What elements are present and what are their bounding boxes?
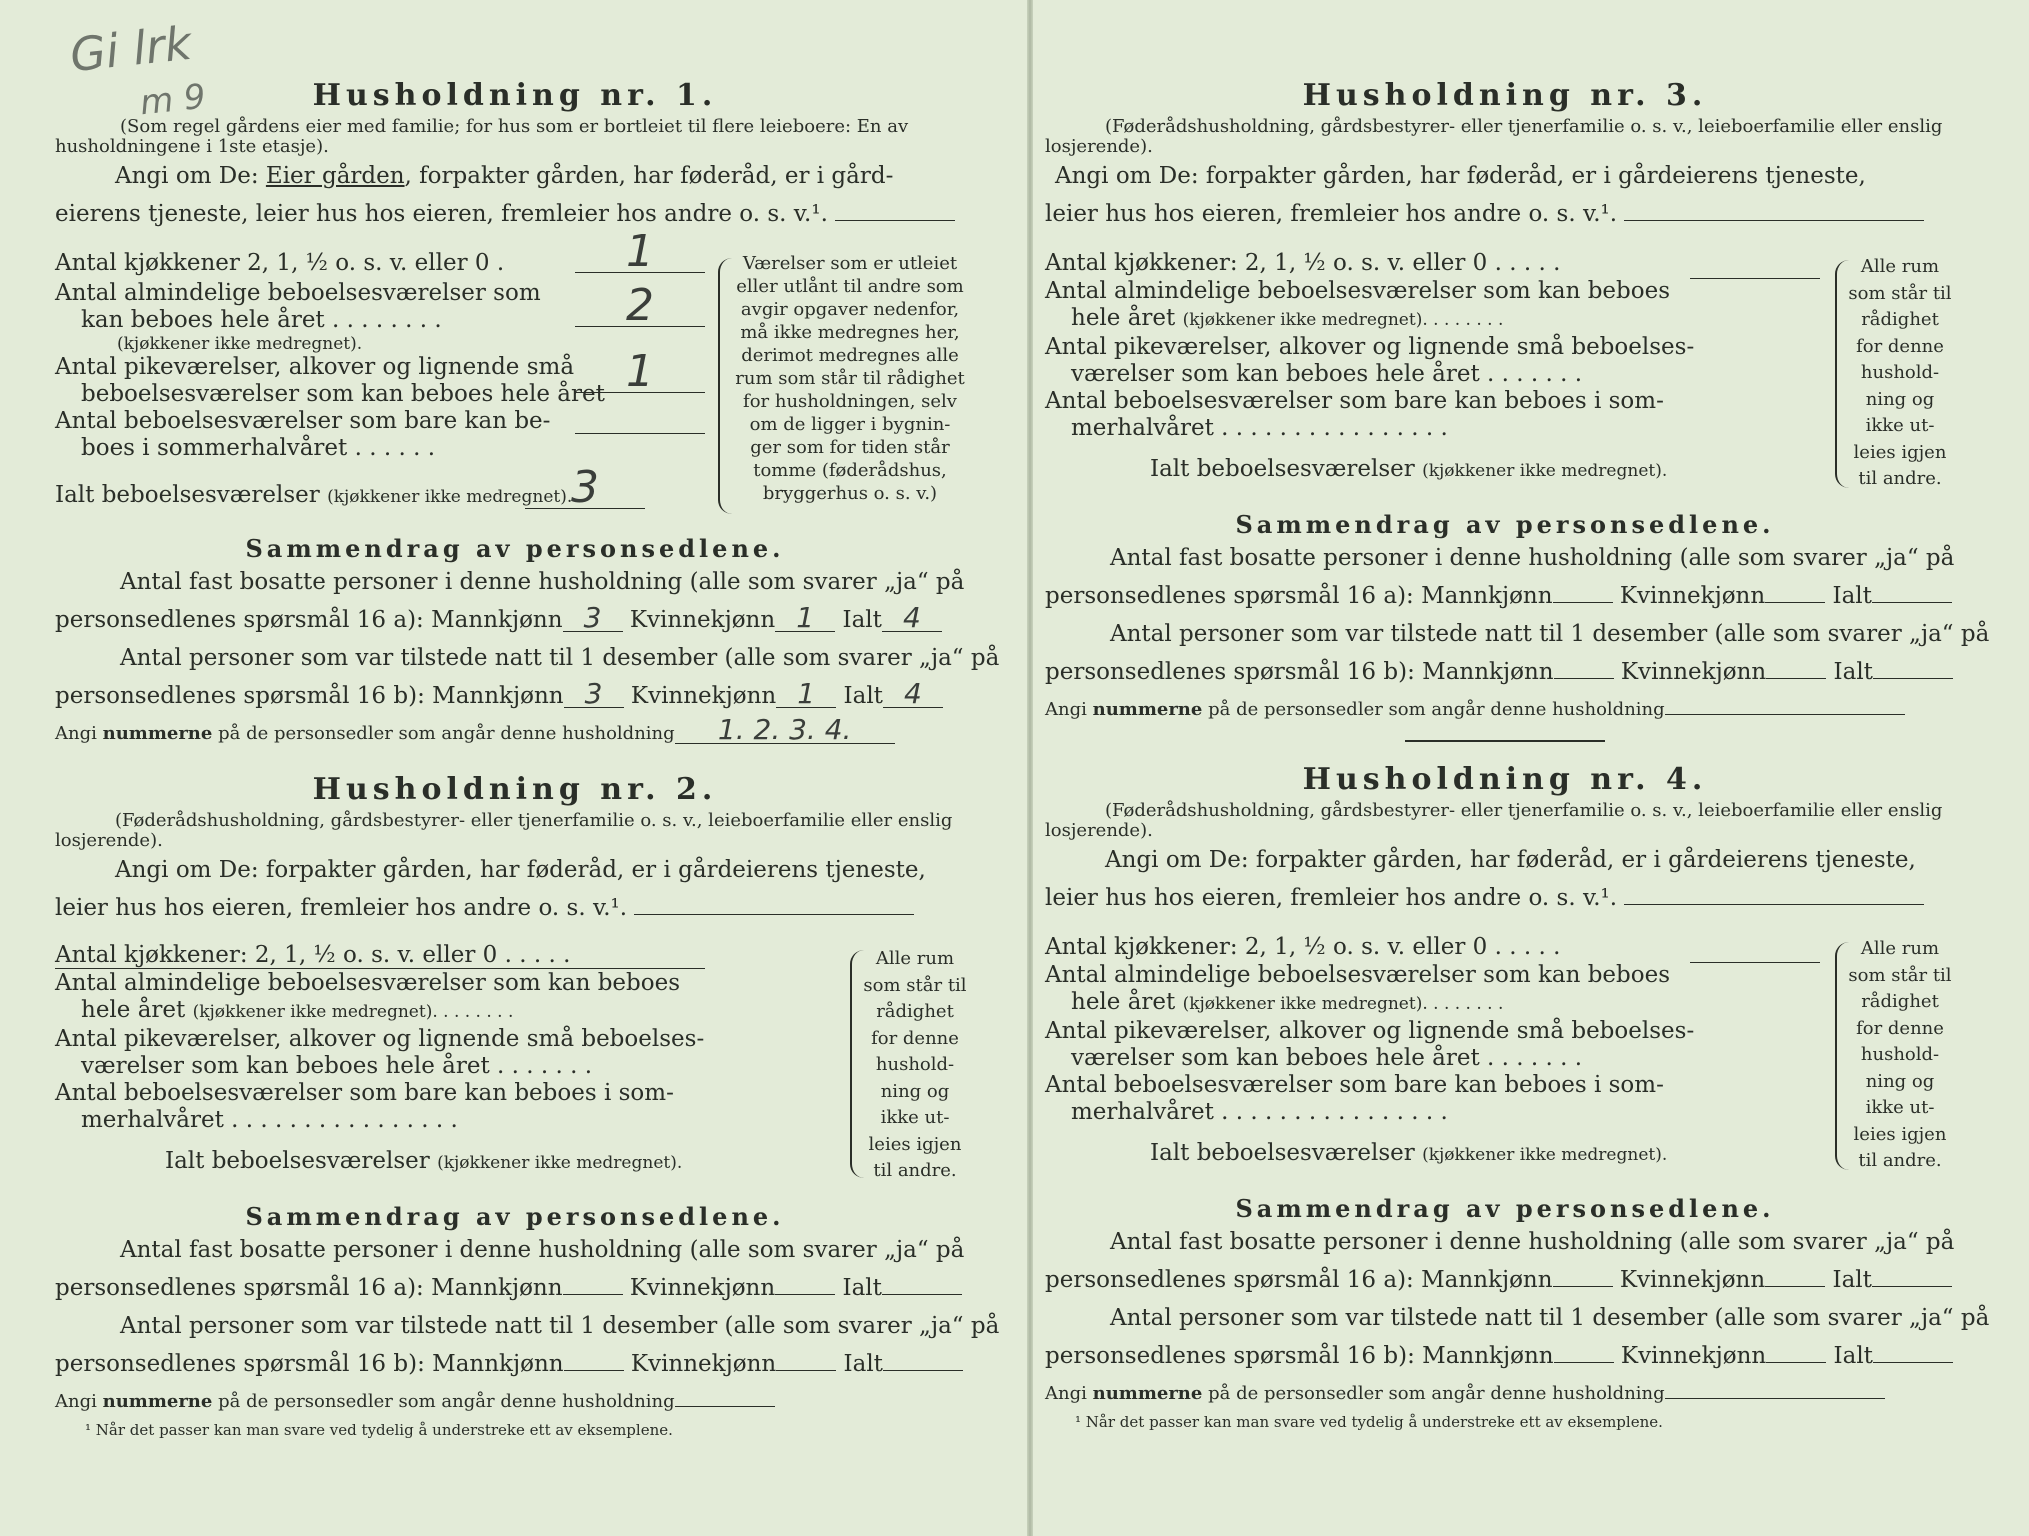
h1-small-rooms-label: Antal pikeværelser, alkover og lignende små xyxy=(55,354,575,380)
h3-numbers-bold: nummerne xyxy=(1092,699,1203,720)
h2-16a-female-label: Kvinnekjønn xyxy=(629,1275,776,1301)
household-2-section xyxy=(55,772,975,927)
h3-16b-label: personsedlenes spørsmål 16 b): xyxy=(1045,659,1415,685)
h2-side-note-line: som står til xyxy=(863,974,967,996)
h2-side-note-line: ning og xyxy=(880,1080,950,1102)
h4-16b-total-label: Ialt xyxy=(1833,1343,1873,1369)
h2-16b-female-label: Kvinnekjønn xyxy=(630,1351,777,1377)
h4-side-note xyxy=(1840,936,1960,1175)
household-1-intro: (Som regel gårdens eier med familie; for hus som er bortleiet til flere leieboere: En av husholdningene i 1ste etasje). xyxy=(55,116,909,157)
h2-summer-rooms-label: Antal beboelsesværelser som bare kan beboes i som- xyxy=(55,1080,674,1106)
h4-side-note-line: ikke ut- xyxy=(1865,1097,1935,1118)
h4-16a-total xyxy=(1872,1264,1952,1287)
h2-present-line: Antal personer som var tilstede natt til 1 desember (alle som svarer „ja“ på xyxy=(120,1313,1000,1339)
h1-side-note-line: om de ligger i bygnin- xyxy=(749,414,951,435)
h3-side-note-line: Alle rum xyxy=(1860,256,1940,277)
h3-16a-male xyxy=(1553,580,1613,603)
h3-numbers-label2: på de personsedler som angår denne husholdning xyxy=(1208,699,1665,720)
h2-side-note xyxy=(855,946,975,1185)
h2-ordinary-rooms-label: Antal almindelige beboelsesværelser som kan beboes xyxy=(55,970,681,996)
h2-small-rooms-label: Antal pikeværelser, alkover og lignende små beboelses- xyxy=(55,1026,705,1052)
h1-total-label: Ialt beboelsesværelser xyxy=(55,482,320,508)
h1-16a-total: 4 xyxy=(882,605,942,632)
h1-eier-garden: Eier gården xyxy=(265,163,405,189)
h4-summary-title: Sammendrag av personsedlene. xyxy=(1235,1194,1775,1223)
h4-small-rooms-label: Antal pikeværelser, alkover og lignende små beboelses- xyxy=(1045,1018,1695,1044)
h1-16b-female: 1 xyxy=(776,681,836,708)
h3-kitchens-label: Antal kjøkkener: 2, 1, ½ o. s. v. eller 0 . . . . . xyxy=(1045,250,1561,276)
h4-16b-male xyxy=(1554,1340,1614,1363)
h2-small-rooms-label2: værelser som kan beboes hele året . . . . . . . xyxy=(81,1053,593,1079)
h4-ordinary-rooms-label2: hele året xyxy=(1071,989,1176,1015)
household-2-rooms xyxy=(55,942,975,1177)
h2-ordinary-rooms-note: (kjøkkener ikke medregnet). . . . . . . . xyxy=(192,1002,514,1022)
h4-kitchens-label: Antal kjøkkener: 2, 1, ½ o. s. v. eller 0 . . . . . xyxy=(1045,934,1561,960)
h2-16a-female xyxy=(775,1272,835,1295)
h4-16a-male-label: Mannkjønn xyxy=(1421,1267,1553,1293)
h3-numbers-label: Angi xyxy=(1045,699,1087,720)
handwritten-margin-note: Gi lrk xyxy=(67,15,194,83)
h4-total-label: Ialt beboelsesværelser xyxy=(1150,1140,1415,1166)
h2-16a-male-label: Mannkjønn xyxy=(431,1275,563,1301)
household-4-section xyxy=(1045,762,1965,917)
h3-summary-title: Sammendrag av personsedlene. xyxy=(1235,510,1775,539)
h4-side-note-line: som står til xyxy=(1848,964,1952,986)
h2-summary-title: Sammendrag av personsedlene. xyxy=(245,1202,785,1231)
h3-16b-female xyxy=(1766,656,1826,679)
h1-ordinary-rooms-answer: 2 xyxy=(575,286,705,327)
h1-numbers-answer: 1. 2. 3. 4. xyxy=(675,717,895,744)
household-4-rooms xyxy=(1045,934,1965,1169)
h1-summary-title: Sammendrag av personsedlene. xyxy=(245,534,785,563)
h2-summary xyxy=(55,1202,1000,1439)
h4-side-note-line: Alle rum xyxy=(1860,938,1940,959)
h3-side-note-line: ning og xyxy=(1865,388,1935,410)
h1-16a-male: 3 xyxy=(563,605,623,632)
h4-total-note: (kjøkkener ikke medregnet). xyxy=(1422,1145,1668,1165)
h2-side-note-line: ikke ut- xyxy=(880,1107,950,1128)
h1-total-answer: 3 xyxy=(525,468,645,509)
h1-16b-total-label: Ialt xyxy=(843,683,883,709)
household-4-title: Husholdning nr. 4. xyxy=(1302,762,1708,797)
h1-angi-fill xyxy=(835,198,955,221)
handwritten-margin-note-2: m 9 xyxy=(138,76,208,124)
h1-side-note-line: for husholdningen, selv xyxy=(743,391,957,412)
h1-16a-female: 1 xyxy=(775,605,835,632)
h3-total-label: Ialt beboelsesværelser xyxy=(1150,456,1415,482)
h1-16b-male-label: Mannkjønn xyxy=(432,683,564,709)
h3-side-note-line: hushold- xyxy=(1860,362,1940,383)
h1-16a-total-label: Ialt xyxy=(842,607,882,633)
h2-numbers-label: Angi xyxy=(55,1391,97,1412)
h2-16b-male xyxy=(564,1348,624,1371)
h3-angi-line2: leier hus hos eieren, fremleier hos andre o. s. v.¹. xyxy=(1045,201,1618,227)
h3-16b-male-label: Mannkjønn xyxy=(1422,659,1554,685)
right-footnote: ¹ Når det passer kan man svare ved tydelig å understreke ett av eksemplene. xyxy=(1075,1413,1663,1431)
h4-side-note-line: for denne xyxy=(1856,1017,1944,1039)
h3-side-note-line: rådighet xyxy=(1861,309,1939,330)
h2-angi-line2: leier hus hos eieren, fremleier hos andre o. s. v.¹. xyxy=(55,895,628,921)
h2-side-note-line: leies igjen xyxy=(868,1133,962,1155)
h3-16b-total-label: Ialt xyxy=(1833,659,1873,685)
h1-angi-rest: , forpakter gården, har føderåd, er i gård- xyxy=(404,163,894,189)
h3-side-note-line: som står til xyxy=(1848,282,1952,304)
h3-numbers-fill xyxy=(1665,700,1905,715)
h3-side-note xyxy=(1840,254,1960,493)
h1-side-note-line: derimot medregnes alle xyxy=(741,345,959,366)
h1-ordinary-rooms-note: (kjøkkener ikke medregnet). xyxy=(117,334,363,354)
household-4-intro: (Føderådshusholdning, gårdsbestyrer- eller tjenerfamilie o. s. v., leieboerfamilie eller enslig losjerende). xyxy=(1045,800,1943,841)
h1-side-note-line: rum som står til rådighet xyxy=(735,368,965,389)
h2-16b-male-label: Mannkjønn xyxy=(432,1351,564,1377)
h2-summer-rooms-label2: merhalvåret . . . . . . . . . . . . . . . . xyxy=(81,1107,458,1133)
h3-16b-total xyxy=(1873,656,1953,679)
h2-16a-male xyxy=(563,1272,623,1295)
h1-16b-total: 4 xyxy=(883,681,943,708)
h1-summer-rooms-answer xyxy=(575,433,705,434)
h4-kitchen-rule xyxy=(1690,962,1820,963)
h3-summary xyxy=(1045,510,1990,729)
h4-present-line: Antal personer som var tilstede natt til 1 desember (alle som svarer „ja“ på xyxy=(1110,1305,1990,1331)
h4-resident-line: Antal fast bosatte personer i denne husholdning (alle som svarer „ja“ på xyxy=(1110,1229,1955,1255)
h3-ordinary-rooms-label: Antal almindelige beboelsesværelser som kan beboes xyxy=(1045,278,1671,304)
h1-16b-male: 3 xyxy=(564,681,624,708)
h2-kitchen-rule xyxy=(55,968,705,969)
h3-16a-total xyxy=(1872,580,1952,603)
h4-angi-line1: Angi om De: forpakter gården, har føderåd, er i gårdeierens tjeneste, xyxy=(1105,847,1916,873)
h2-ordinary-rooms-label2: hele året xyxy=(81,997,186,1023)
h4-16b-label: personsedlenes spørsmål 16 b): xyxy=(1045,1343,1415,1369)
h3-side-note-line: for denne xyxy=(1856,335,1944,357)
h1-side-note-line: ger som for tiden står xyxy=(750,437,950,458)
h2-numbers-fill xyxy=(675,1392,775,1407)
book-spine xyxy=(1027,0,1033,1536)
h1-16a-female-label: Kvinnekjønn xyxy=(629,607,776,633)
h2-side-note-line: rådighet xyxy=(876,1001,954,1022)
h1-ordinary-rooms-label2: kan beboes hele året . . . . . . . . xyxy=(81,307,442,333)
h2-16a-total xyxy=(882,1272,962,1295)
h2-kitchens-label: Antal kjøkkener: 2, 1, ½ o. s. v. eller 0 . . . . . xyxy=(55,942,571,968)
h3-ordinary-rooms-note: (kjøkkener ikke medregnet). . . . . . . . xyxy=(1182,310,1504,330)
h3-small-rooms-label2: værelser som kan beboes hele året . . . . . . . xyxy=(1071,361,1583,387)
h3-summer-rooms-label: Antal beboelsesværelser som bare kan beboes i som- xyxy=(1045,388,1664,414)
h1-numbers-label: Angi xyxy=(55,723,97,744)
h3-angi-fill xyxy=(1624,198,1924,221)
h3-total-note: (kjøkkener ikke medregnet). xyxy=(1422,461,1668,481)
h4-angi-fill xyxy=(1624,882,1924,905)
h4-16b-total xyxy=(1873,1340,1953,1363)
h1-side-note-line: eller utlånt til andre som xyxy=(736,276,964,297)
h3-16a-total-label: Ialt xyxy=(1832,583,1872,609)
left-page xyxy=(55,0,1000,1536)
h2-side-note-line: Alle rum xyxy=(875,948,955,969)
h1-16b-female-label: Kvinnekjønn xyxy=(630,683,777,709)
h1-small-rooms-label2: beboelsesværelser som kan beboes hele året xyxy=(81,381,605,407)
h1-kitchens-label: Antal kjøkkener 2, 1, ½ o. s. v. eller 0 . xyxy=(55,250,505,276)
h4-16a-female xyxy=(1765,1264,1825,1287)
household-1-title: Husholdning nr. 1. xyxy=(312,78,718,113)
h1-numbers-label2: på de personsedler som angår denne husholdning xyxy=(218,723,675,744)
h1-ordinary-rooms-label: Antal almindelige beboelsesværelser som xyxy=(55,280,541,306)
h2-16b-total xyxy=(883,1348,963,1371)
household-3-intro: (Føderådshusholdning, gårdsbestyrer- eller tjenerfamilie o. s. v., leieboerfamilie eller enslig losjerende). xyxy=(1045,116,1943,157)
h1-16a-label: personsedlenes spørsmål 16 a): xyxy=(55,607,424,633)
h4-16b-female xyxy=(1766,1340,1826,1363)
h4-16a-label: personsedlenes spørsmål 16 a): xyxy=(1045,1267,1414,1293)
left-footnote: ¹ Når det passer kan man svare ved tydelig å understreke ett av eksemplene. xyxy=(85,1421,673,1439)
h1-numbers-bold: nummerne xyxy=(102,723,213,744)
h1-side-note-line: må ikke medregnes her, xyxy=(740,322,960,343)
household-3-section xyxy=(1045,78,1965,233)
h4-side-note-line: leies igjen xyxy=(1853,1123,1947,1145)
h2-16a-total-label: Ialt xyxy=(842,1275,882,1301)
h4-16b-female-label: Kvinnekjønn xyxy=(1620,1343,1767,1369)
h4-side-note-line: rådighet xyxy=(1861,991,1939,1012)
household-3-rooms xyxy=(1045,250,1965,485)
h4-numbers-label2: på de personsedler som angår denne husholdning xyxy=(1208,1383,1665,1404)
h3-side-note-line: leies igjen xyxy=(1853,441,1947,463)
h4-numbers-fill xyxy=(1665,1384,1885,1399)
h4-summary xyxy=(1045,1194,1990,1431)
h3-16b-male xyxy=(1554,656,1614,679)
h1-summer-rooms-label2: boes i sommerhalvåret . . . . . . xyxy=(81,435,436,461)
h1-16b-label: personsedlenes spørsmål 16 b): xyxy=(55,683,425,709)
h3-ordinary-rooms-label2: hele året xyxy=(1071,305,1176,331)
h3-summer-rooms-label2: merhalvåret . . . . . . . . . . . . . . . . xyxy=(1071,415,1448,441)
h4-summer-rooms-label2: merhalvåret . . . . . . . . . . . . . . . . xyxy=(1071,1099,1448,1125)
h2-side-note-line: for denne xyxy=(871,1027,959,1049)
h2-16b-female xyxy=(776,1348,836,1371)
h3-16a-male-label: Mannkjønn xyxy=(1421,583,1553,609)
h4-angi-line2: leier hus hos eieren, fremleier hos andre o. s. v.¹. xyxy=(1045,885,1618,911)
h4-side-note-line: til andre. xyxy=(1858,1150,1942,1171)
h4-ordinary-rooms-label: Antal almindelige beboelsesværelser som kan beboes xyxy=(1045,962,1671,988)
h4-16a-total-label: Ialt xyxy=(1832,1267,1872,1293)
h3-16b-female-label: Kvinnekjønn xyxy=(1620,659,1767,685)
h1-kitchens-answer: 1 xyxy=(575,232,705,273)
h4-16a-female-label: Kvinnekjønn xyxy=(1619,1267,1766,1293)
h1-16a-male-label: Mannkjønn xyxy=(431,607,563,633)
h3-16a-female-label: Kvinnekjønn xyxy=(1619,583,1766,609)
h4-side-note-line: hushold- xyxy=(1860,1044,1940,1065)
h3-kitchen-rule xyxy=(1690,278,1820,279)
h4-ordinary-rooms-note: (kjøkkener ikke medregnet). . . . . . . . xyxy=(1182,994,1504,1014)
h4-numbers-bold: nummerne xyxy=(1092,1383,1203,1404)
h4-small-rooms-label2: værelser som kan beboes hele året . . . . . . . xyxy=(1071,1045,1583,1071)
right-page xyxy=(1045,0,1990,1536)
h1-small-rooms-answer: 1 xyxy=(575,352,705,393)
household-1-section xyxy=(55,78,975,233)
h1-summary xyxy=(55,534,1000,753)
h2-16a-label: personsedlenes spørsmål 16 a): xyxy=(55,1275,424,1301)
h1-side-note-line: tomme (føderådshus, bryggerhus o. s. v.) xyxy=(753,460,947,504)
h2-numbers-label2: på de personsedler som angår denne husholdning xyxy=(218,1391,675,1412)
h3-present-line: Antal personer som var tilstede natt til 1 desember (alle som svarer „ja“ på xyxy=(1110,621,1990,647)
h2-16b-label: personsedlenes spørsmål 16 b): xyxy=(55,1351,425,1377)
h3-small-rooms-label: Antal pikeværelser, alkover og lignende små beboelses- xyxy=(1045,334,1695,360)
h1-resident-line: Antal fast bosatte personer i denne husholdning (alle som svarer „ja“ på xyxy=(120,569,965,595)
household-3-title: Husholdning nr. 3. xyxy=(1302,78,1708,113)
h3-16a-female xyxy=(1765,580,1825,603)
h3-angi-line1: Angi om De: forpakter gården, har føderåd, er i gårdeierens tjeneste, xyxy=(1055,163,1866,189)
h1-side-note-line: Værelser som er utleiet xyxy=(742,253,958,274)
h2-total-label: Ialt beboelsesværelser xyxy=(165,1148,430,1174)
h4-16b-male-label: Mannkjønn xyxy=(1422,1343,1554,1369)
h3-resident-line: Antal fast bosatte personer i denne husholdning (alle som svarer „ja“ på xyxy=(1110,545,1955,571)
h1-angi-line2: eierens tjeneste, leier hus hos eieren, fremleier hos andre o. s. v.¹. xyxy=(55,201,828,227)
h2-16b-total-label: Ialt xyxy=(843,1351,883,1377)
h2-angi-fill xyxy=(634,892,914,915)
section-divider xyxy=(1405,740,1605,742)
h1-side-note xyxy=(730,252,970,505)
h4-summer-rooms-label: Antal beboelsesværelser som bare kan beboes i som- xyxy=(1045,1072,1664,1098)
h2-total-note: (kjøkkener ikke medregnet). xyxy=(437,1153,683,1173)
h4-16a-male xyxy=(1553,1264,1613,1287)
h3-16a-label: personsedlenes spørsmål 16 a): xyxy=(1045,583,1414,609)
h3-side-note-line: til andre. xyxy=(1858,468,1942,489)
h2-side-note-line: til andre. xyxy=(873,1160,957,1181)
h1-summer-rooms-label: Antal beboelsesværelser som bare kan be- xyxy=(55,408,551,434)
h3-side-note-line: ikke ut- xyxy=(1865,415,1935,436)
h4-side-note-line: ning og xyxy=(1865,1070,1935,1092)
h2-numbers-bold: nummerne xyxy=(102,1391,213,1412)
household-2-intro: (Føderådshusholdning, gårdsbestyrer- eller tjenerfamilie o. s. v., leieboerfamilie eller enslig losjerende). xyxy=(55,810,953,851)
h2-side-note-line: hushold- xyxy=(875,1054,955,1075)
h1-present-line: Antal personer som var tilstede natt til 1 desember (alle som svarer „ja“ på xyxy=(120,645,1000,671)
h2-resident-line: Antal fast bosatte personer i denne husholdning (alle som svarer „ja“ på xyxy=(120,1237,965,1263)
household-2-title: Husholdning nr. 2. xyxy=(312,772,718,807)
h1-angi-om: Angi om De: xyxy=(115,163,259,189)
h4-numbers-label: Angi xyxy=(1045,1383,1087,1404)
h2-angi-line1: Angi om De: forpakter gården, har føderåd, er i gårdeierens tjeneste, xyxy=(115,857,926,883)
h1-side-note-line: avgir opgaver nedenfor, xyxy=(740,299,960,320)
h1-total-note: (kjøkkener ikke medregnet). xyxy=(327,487,573,507)
